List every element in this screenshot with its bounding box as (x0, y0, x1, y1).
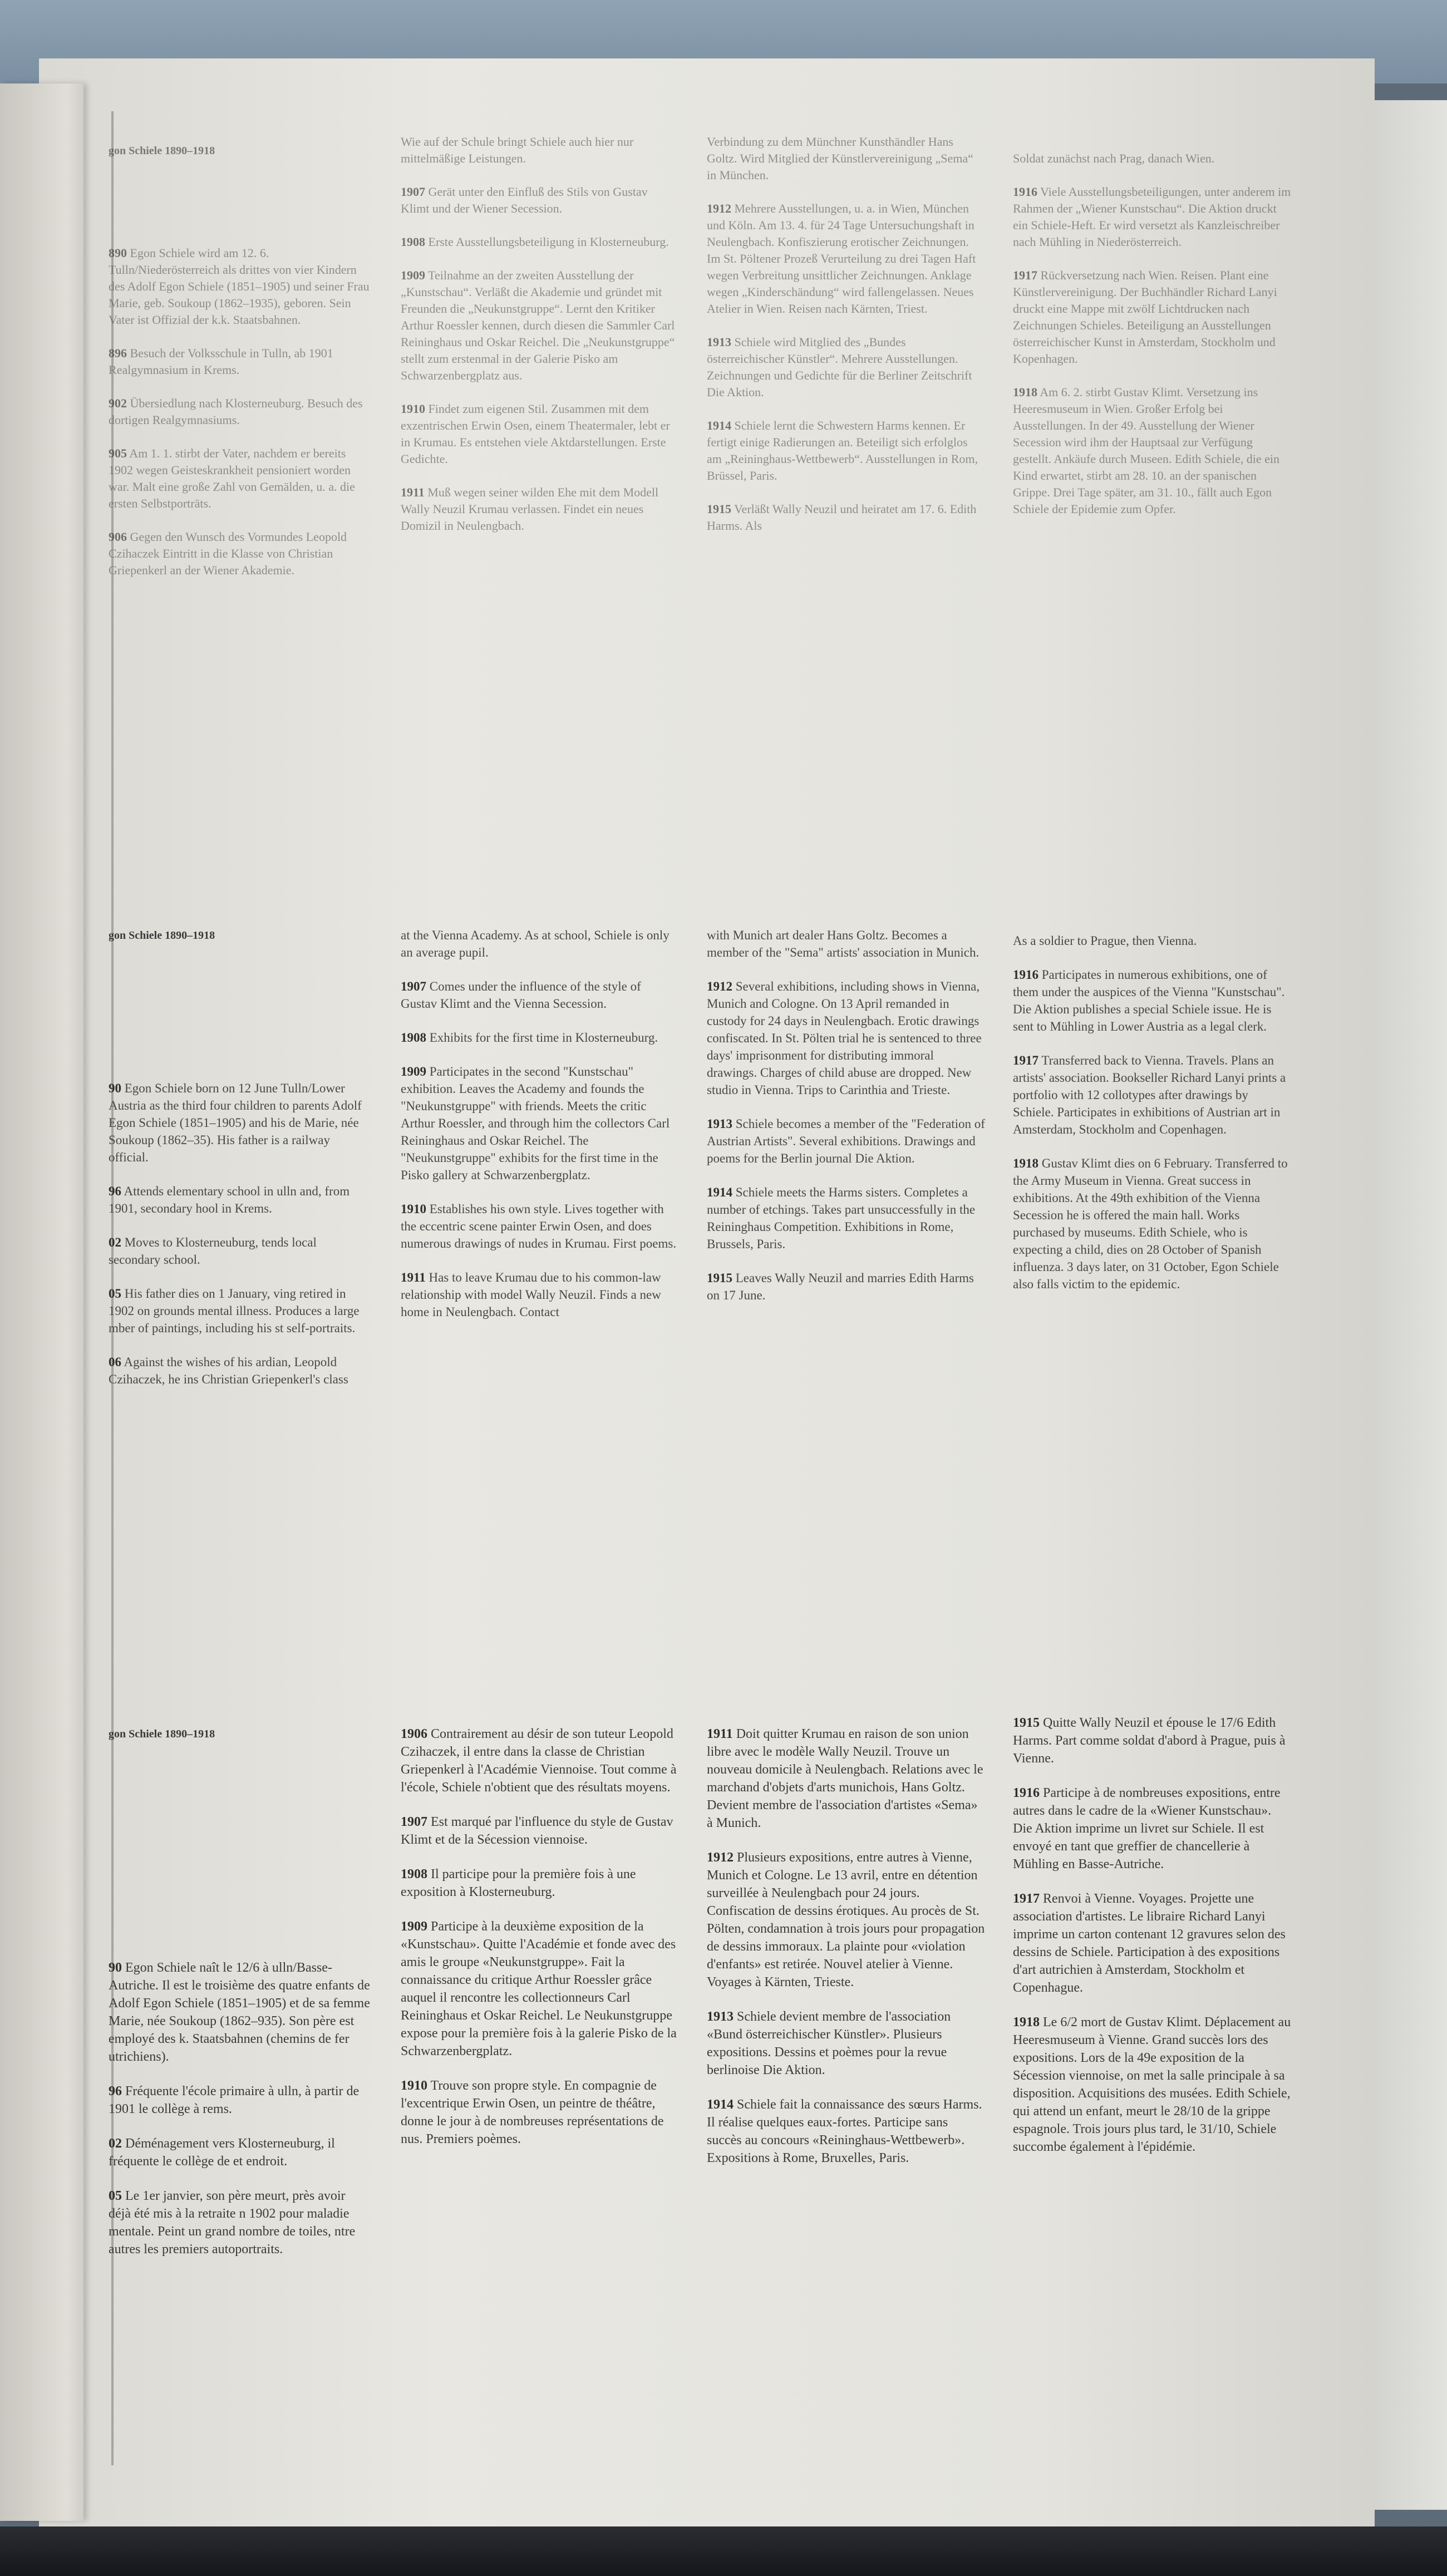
chronology-entry (109, 2135, 370, 2170)
entry-year: 1914 (707, 2097, 734, 2112)
chronology-entry (707, 978, 985, 1099)
folded-left-flap (0, 83, 83, 2521)
chronology-entry (707, 501, 985, 534)
chronology-entry (707, 1725, 985, 1832)
entry-text: Fréquente l'école primaire à ulln, à partir de 1901 le collège à rems. (109, 2084, 360, 2116)
chronology-entry (401, 927, 679, 961)
english-heading: gon Schiele 1890–1918 (109, 929, 215, 942)
entry-year: 890 (109, 246, 127, 260)
chronology-entry (401, 267, 679, 384)
chronology-entry (401, 1029, 679, 1046)
chronology-entry (109, 395, 370, 428)
entry-text: Egon Schiele naît le 12/6 à ulln/Basse-Autriche. Il est le troisième des quatre enfants de Adolf Egon Schiele (1851–1905) et de sa femme Marie, née Soukoup (1862–935). Son père est employé des k. Staatsbahnen (chemins de fer utrichiens). (109, 1961, 370, 2064)
entry-year: 1916 (1013, 1786, 1040, 1800)
entry-year: 1915 (707, 502, 731, 516)
chronology-entry (109, 1353, 370, 1388)
chronology-entry (1013, 384, 1291, 518)
entry-text: Contrairement au désir de son tuteur Leopold Czihaczek, il entre dans la classe de Christian Griepenkerl à l'Académie Viennoise. Tout comme à l'école, Schiele n'obtient que des résultats moyens. (401, 1727, 677, 1795)
entry-text: Participates in numerous exhibitions, one of them under the auspices of the Vienna "Kunstschau". Die Aktion publishes a special Schiele issue. He is sent to Mühling in Lower Austria as a legal clerk. (1013, 968, 1285, 1033)
chronology-entry (1013, 150, 1291, 167)
entry-text: Participe à de nombreuses expositions, entre autres dans le cadre de la «Wiener Kunstschau». Die Aktion imprime un livret sur Schiele. Il est envoyé en tant que greffier de chancellerie à Mühling en Basse-Autriche. (1013, 1786, 1281, 1871)
english-column-3 (707, 927, 985, 1321)
entry-text: Übersiedlung nach Klosterneuburg. Besuch des dortigen Realgymnasiums. (109, 396, 363, 427)
chronology-entry (1013, 1052, 1291, 1138)
entry-year: 1913 (707, 335, 731, 349)
chronology-entry (401, 1865, 679, 1901)
chronology-entry (707, 417, 985, 484)
chronology-entry (707, 1269, 985, 1304)
chronology-entry (109, 1183, 370, 1217)
entry-text: Muß wegen seiner wilden Ehe mit dem Modell Wally Neuzil Krumau verlassen. Findet ein neues Domizil in Neulengbach. (401, 485, 659, 533)
german-column-1 (109, 245, 370, 595)
entry-text: Renvoi à Vienne. Voyages. Projette une association d'artistes. Le libraire Richard Lanyi imprime un carton contenant 12 gravures selon des dessins de Schiele. Participation à des expositions d'art autrichien à Amsterdam, Stockholm et Copenhague. (1013, 1892, 1286, 1995)
chronology-entry (109, 245, 370, 328)
entry-text: His father dies on 1 January, ving retired in 1902 on grounds mental illness. Produces a large mber of paintings, including his st self-portraits. (109, 1287, 360, 1335)
entry-text: Il participe pour la première fois à une exposition à Klosterneuburg. (401, 1867, 636, 1899)
entry-text: Egon Schiele born on 12 June Tulln/Lower Austria as the third four children to parents Adolf Egon Schiele (1851–1905) and his de Marie, née Soukoup (1862–35). His father is a railway official. (109, 1081, 362, 1164)
entry-year: 905 (109, 446, 127, 460)
chronology-entry (707, 334, 985, 401)
entry-year: 1909 (401, 268, 425, 282)
entry-year: 1912 (707, 979, 732, 993)
french-column-3 (707, 1725, 985, 2184)
entry-text: Besuch der Volksschule in Tulln, ab 1901 Realgymnasium in Krems. (109, 346, 333, 377)
entry-year: 02 (109, 2136, 122, 2151)
entry-text: Viele Ausstellungsbeteiligungen, unter anderem im Rahmen der „Wiener Kunstschau“. Die Aktion druckt ein Schiele-Heft. Er wird versetzt als Kanzleischreiber nach Mühling in Niederösterreich. (1013, 185, 1291, 249)
entry-year: 1917 (1013, 268, 1037, 282)
chronology-entry (401, 184, 679, 217)
entry-year: 1913 (707, 2009, 734, 2024)
entry-year: 06 (109, 1355, 121, 1369)
entry-year: 1910 (401, 2078, 427, 2093)
entry-year: 1916 (1013, 185, 1037, 199)
chronology-entry (109, 529, 370, 579)
entry-year: 1916 (1013, 968, 1039, 982)
entry-text: Teilnahme an der zweiten Ausstellung der „Kunstschau“. Verläßt die Akademie und gründet mit Freunden die „Neukunstgruppe“. Lernt den Kritiker Arthur Roessler kennen, durch diesen die Sammler Carl Reininghaus und Oskar Reichel. Die „Neukunstgruppe“ stellt zum erstenmal in der Galerie Pisko am Schwarzenbergplatz aus. (401, 268, 675, 382)
chronology-entry (401, 484, 679, 534)
english-column-1 (109, 1080, 370, 1405)
chronology-entry (707, 2008, 985, 2079)
french-column-2 (401, 1725, 679, 2165)
chronology-entry (401, 1063, 679, 1184)
chronology-entry (707, 2096, 985, 2167)
entry-text: Déménagement vers Klosterneuburg, il fréquente le collège de et endroit. (109, 2136, 335, 2169)
entry-year: 1908 (401, 235, 425, 249)
chronology-entry (401, 401, 679, 467)
entry-text: Schiele becomes a member of the "Federation of Austrian Artists". Several exhibitions. Drawings and poems for the Berlin journal Die Aktion. (707, 1117, 985, 1165)
entry-text: Verbindung zu dem Münchner Kunsthändler Hans Goltz. Wird Mitglied der Künstlervereinigung „Sema“ in München. (707, 135, 973, 182)
german-column-2 (401, 134, 679, 551)
entry-text: Schiele meets the Harms sisters. Completes a number of etchings. Takes part unsuccessfully in the Reininghaus Competition. Exhibitions in Rome, Brussels, Paris. (707, 1185, 976, 1251)
entry-year: 1909 (401, 1919, 427, 1934)
entry-text: Several exhibitions, including shows in Vienna, Munich and Cologne. On 13 April remanded in custody for 24 days in Neulengbach. Erotic drawings confiscated. In St. Pölten trial he is sentenced to three days' imprisonment for distributing immoral drawings. Charges of child abuse are dropped. New studio in Vienna. Trips to Carinthia and Trieste. (707, 979, 982, 1097)
entry-text: Erste Ausstellungsbeteiligung in Klosterneuburg. (428, 235, 669, 249)
entry-text: Attends elementary school in ulln and, from 1901, secondary hool in Krems. (109, 1184, 350, 1215)
entry-year: 1918 (1013, 2015, 1040, 2030)
chronology-entry (109, 2082, 370, 2118)
chronology-entry (1013, 966, 1291, 1035)
entry-year: 1907 (401, 1815, 427, 1829)
french-column-4 (1013, 1714, 1291, 2173)
chronology-entry (1013, 1890, 1291, 1997)
entry-year: 1912 (707, 201, 731, 215)
entry-year: 1914 (707, 418, 731, 432)
entry-year: 90 (109, 1961, 122, 1975)
chronology-entry (707, 1115, 985, 1167)
entry-year: 96 (109, 2084, 122, 2099)
entry-text: Participe à la deuxième exposition de la «Kunstschau». Quitte l'Académie et fonde avec des amis le groupe «Neukunstgruppe». Fait la connaissance du critique Arthur Roessler grâce auquel il rencontre les collectionneurs Carl Reininghaus et Oskar Reichel. Le Neukunstgruppe expose pour la première fois à la galerie Pisko de la Schwarzenbergplatz. (401, 1919, 677, 2058)
entry-text: Comes under the influence of the style of Gustav Klimt and the Vienna Secession. (401, 979, 641, 1011)
chronology-entry (1013, 1784, 1291, 1873)
entry-text: Moves to Klosterneuburg, tends local secondary school. (109, 1235, 317, 1267)
chronology-entry (401, 1918, 679, 2060)
chronology-entry (707, 927, 985, 961)
entry-text: with Munich art dealer Hans Goltz. Becomes a member of the "Sema" artists' association in Munich. (707, 928, 980, 959)
chronology-entry (109, 1080, 370, 1166)
entry-year: 1912 (707, 1850, 734, 1865)
entry-text: Against the wishes of his ardian, Leopold Czihaczek, he ins Christian Griepenkerl's class (109, 1355, 348, 1386)
entry-text: Exhibits for the first time in Klosterneuburg. (429, 1031, 658, 1045)
german-heading: gon Schiele 1890–1918 (109, 145, 215, 157)
chronology-entry (1013, 1714, 1291, 1767)
chronology-entry (401, 234, 679, 250)
entry-text: Verläßt Wally Neuzil und heiratet am 17. 6. Edith Harms. Als (707, 502, 977, 533)
entry-year: 1910 (401, 1202, 426, 1216)
entry-year: 1907 (401, 185, 425, 199)
entry-year: 1917 (1013, 1053, 1039, 1067)
chronology-entry (109, 1285, 370, 1337)
chronology-entry (401, 1200, 679, 1252)
french-heading: gon Schiele 1890–1918 (109, 1728, 215, 1740)
entry-text: Rückversetzung nach Wien. Reisen. Plant eine Künstlervereinigung. Der Buchhändler Richard Lanyi druckt eine Mappe mit zwölf Lichtdrucken nach Zeichnungen Schieles. Beteiligung an Ausstellungen österreichischer Kunst in Amsterdam, Stockholm und Kopenhagen. (1013, 268, 1277, 366)
chronology-entry (109, 1234, 370, 1268)
entry-year: 1911 (401, 485, 425, 499)
chronology-entry (707, 200, 985, 317)
entry-year: 1915 (707, 1271, 732, 1285)
entry-text: Has to leave Krumau due to his common-law relationship with model Wally Neuzil. Finds a new home in Neulengbach. Contact (401, 1270, 661, 1319)
entry-text: Mehrere Ausstellungen, u. a. in Wien, München und Köln. Am 13. 4. für 24 Tage Untersuchungshaft in Neulengbach. Konfiszierung erotischer Zeichnungen. Im St. Pöltener Prozeß Verurteilung zu drei Tagen Haft wegen Verbreitung unsittlicher Zeichnungen. Anklage wegen „Kinderschändung“ wird fallengelassen. Neues Atelier in Wien. Reisen nach Kärnten, Triest. (707, 201, 976, 316)
chronology-entry (401, 134, 679, 167)
chronology-entry (401, 2077, 679, 2148)
entry-year: 90 (109, 1081, 121, 1095)
entry-text: Am 6. 2. stirbt Gustav Klimt. Versetzung ins Heeresmuseum in Wien. Großer Erfolg bei Ausstellungen. In der 49. Ausstellung der Wiener Secession wird ihm der Hauptsaal zur Verfügung gestellt. Ankäufe durch Museen. Edith Schiele, die ein Kind erwartet, stirbt am 28. 10. an der spanischen Grippe. Drei Tage später, am 31. 10., fällt auch Egon Schiele der Epidemie zum Opfer. (1013, 385, 1279, 516)
entry-year: 1915 (1013, 1716, 1040, 1730)
chronology-entry (1013, 2013, 1291, 2156)
chronology-entry (109, 445, 370, 512)
chronology-entry (401, 1725, 679, 1796)
entry-text: Est marqué par l'influence du style de Gustav Klimt et de la Sécession viennoise. (401, 1815, 673, 1847)
chronology-entry (1013, 267, 1291, 367)
german-column-4 (1013, 150, 1291, 534)
chronology-entry (401, 978, 679, 1012)
entry-text: Transferred back to Vienna. Travels. Plans an artists' association. Bookseller Richard Lanyi prints a portfolio with 12 collotypes after drawings by Schiele. Participates in exhibitions of Austrian art in Amsterdam, Stockholm and Copenhagen. (1013, 1053, 1286, 1136)
english-column-4 (1013, 932, 1291, 1309)
entry-text: Schiele fait la connaissance des sœurs Harms. Il réalise quelques eaux-fortes. Participe sans succès au concours «Reininghaus-Wettbewerb». Expositions à Rome, Bruxelles, Paris. (707, 2097, 982, 2165)
entry-year: 1911 (707, 1727, 733, 1741)
english-column-2 (401, 927, 679, 1337)
entry-year: 1914 (707, 1185, 732, 1199)
background-table-bottom (0, 2526, 1447, 2576)
entry-year: 1909 (401, 1065, 426, 1078)
entry-text: Gerät unter den Einfluß des Stils von Gustav Klimt und der Wiener Secession. (401, 185, 648, 215)
chronology-entry (707, 134, 985, 184)
chronology-entry (707, 1184, 985, 1253)
entry-text: Egon Schiele wird am 12. 6. Tulln/Niederösterreich als drittes von vier Kindern des Adolf Egon Schiele (1851–1905) und seiner Frau Marie, geb. Soukoup (1862–1935), geboren. Sein Vater ist Offizial der k.k. Staatsbahnen. (109, 246, 370, 327)
chronology-entry (109, 345, 370, 378)
entry-text: Le 1er janvier, son père meurt, près avoir déjà été mis à la retraite n 1902 pour maladie mentale. Peint un grand nombre de toiles, ntre autres les premiers autoportraits. (109, 2189, 356, 2257)
entry-year: 02 (109, 1235, 121, 1249)
entry-text: Gustav Klimt dies on 6 February. Transferred to the Army Museum in Vienna. Great success in exhibitions. At the 49th exhibition of the Vienna Secession he is offered the main hall. Works purchased by museums. Edith Schiele, who is expecting a child, dies on 28 October of Spanish influenza. 3 days later, on 31 October, Egon Schiele also falls victim to the epidemic. (1013, 1156, 1288, 1291)
entry-text: Doit quitter Krumau en raison de son union libre avec le modèle Wally Neuzil. Trouve un nouveau domicile à Neulengbach. Relations avec le marchand d'objets d'arts munichois, Hans Goltz. Devient membre de l'association d'artistes «Sema» à Munich. (707, 1727, 983, 1830)
entry-text: Schiele devient membre de l'association «Bund österreichischer Künstler». Plusieurs expositions. Dessins et poèmes pour la revue berlinoise Die Aktion. (707, 2009, 951, 2077)
entry-year: 1907 (401, 979, 426, 993)
entry-text: Gegen den Wunsch des Vormundes Leopold Czihaczek Eintritt in die Klasse von Christian Griepenkerl an der Wiener Akademie. (109, 530, 347, 577)
entry-text: at the Vienna Academy. As at school, Schiele is only an average pupil. (401, 928, 670, 959)
entry-text: Participates in the second "Kunstschau" exhibition. Leaves the Academy and founds the "Neukunstgruppe" with friends. Meets the critic Arthur Roessler, and through him the collectors Carl Reininghaus and Oskar Reichel. The "Neukunstgruppe" exhibits for the first time in the Pisko gallery at Schwarzenbergplatz. (401, 1065, 670, 1182)
entry-text: Leaves Wally Neuzil and marries Edith Harms on 17 June. (707, 1271, 974, 1302)
entry-text: Trouve son propre style. En compagnie de l'excentrique Erwin Osen, un peintre de théâtre, donne le jour à de nombreuses représentations de nus. Premiers poèmes. (401, 2078, 664, 2146)
entry-text: Establishes his own style. Lives together with the eccentric scene painter Erwin Osen, and does numerous drawings of nudes in Krumau. First poems. (401, 1202, 677, 1250)
entry-text: Am 1. 1. stirbt der Vater, nachdem er bereits 1902 wegen Geisteskrankheit pensioniert worden war. Malt eine große Zahl von Gemälden, u. a. die ersten Selbstporträts. (109, 446, 355, 510)
entry-year: 1908 (401, 1867, 427, 1881)
entry-year: 1906 (401, 1727, 427, 1741)
entry-text: Plusieurs expositions, entre autres à Vienne, Munich et Cologne. Le 13 avril, entre en détention surveillée à Neulengbach pour 24 jours. Confiscation de dessins érotiques. Au procès de St. Pölten, condamnation à trois jours pour propagation de dessins immoraux. La plainte pour «violation d'enfants» est retirée. Nouvel atelier à Vienne. Voyages à Kärnten, Trieste. (707, 1850, 985, 1989)
chronology-entry (401, 1813, 679, 1849)
entry-year: 1910 (401, 402, 425, 416)
entry-year: 96 (109, 1184, 121, 1198)
entry-year: 1908 (401, 1031, 426, 1045)
french-column-1 (109, 1959, 370, 2275)
entry-year: 1917 (1013, 1892, 1040, 1906)
entry-year: 1918 (1013, 1156, 1039, 1170)
entry-text: As a soldier to Prague, then Vienna. (1013, 934, 1197, 948)
entry-year: 896 (109, 346, 127, 360)
entry-year: 1913 (707, 1117, 732, 1131)
entry-text: Quitte Wally Neuzil et épouse le 17/6 Edith Harms. Part comme soldat d'abord à Prague, puis à Vienne. (1013, 1716, 1286, 1766)
german-column-3 (707, 134, 985, 551)
chronology-entry (707, 1849, 985, 1991)
entry-text: Schiele lernt die Schwestern Harms kennen. Er fertigt einige Radierungen an. Beteiligt sich erfolglos am „Reininghaus-Wettbewerb“. Ausstellungen in Rom, Brüssel, Paris. (707, 418, 978, 482)
chronology-entry (1013, 932, 1291, 949)
chronology-entry (401, 1269, 679, 1321)
entry-year: 05 (109, 1287, 121, 1301)
chronology-entry (1013, 1155, 1291, 1293)
entry-year: 1918 (1013, 385, 1037, 399)
chronology-entry (1013, 184, 1291, 250)
chronology-entry (109, 1959, 370, 2066)
entry-text: Soldat zunächst nach Prag, danach Wien. (1013, 151, 1215, 165)
entry-text: Schiele wird Mitglied des „Bundes österreichischer Künstler“. Mehrere Ausstellungen. Zeichnungen und Gedichte für die Berliner Zeitschrift Die Aktion. (707, 335, 972, 399)
entry-text: Wie auf der Schule bringt Schiele auch hier nur mittelmäßige Leistungen. (401, 135, 634, 165)
chronology-entry (109, 2187, 370, 2258)
entry-year: 1911 (401, 1270, 426, 1284)
entry-year: 902 (109, 396, 127, 410)
entry-text: Le 6/2 mort de Gustav Klimt. Déplacement au Heeresmuseum à Vienne. Grand succès lors des expositions. Lors de la 49e exposition de la Sécession viennoise, on met la salle principale à sa disposition. Acquisitions des musées. Edith Schiele, qui attend un enfant, meurt le 28/10 de la grippe espagnole. Trois jours plus tard, le 31/10, Schiele succombe également à l'épidémie. (1013, 2015, 1291, 2154)
entry-year: 05 (109, 2189, 122, 2203)
entry-year: 906 (109, 530, 127, 544)
entry-text: Findet zum eigenen Stil. Zusammen mit dem exzentrischen Erwin Osen, einem Theatermaler, lebt er in Krumau. Es entstehen viele Aktdarstellungen. Erste Gedichte. (401, 402, 670, 466)
